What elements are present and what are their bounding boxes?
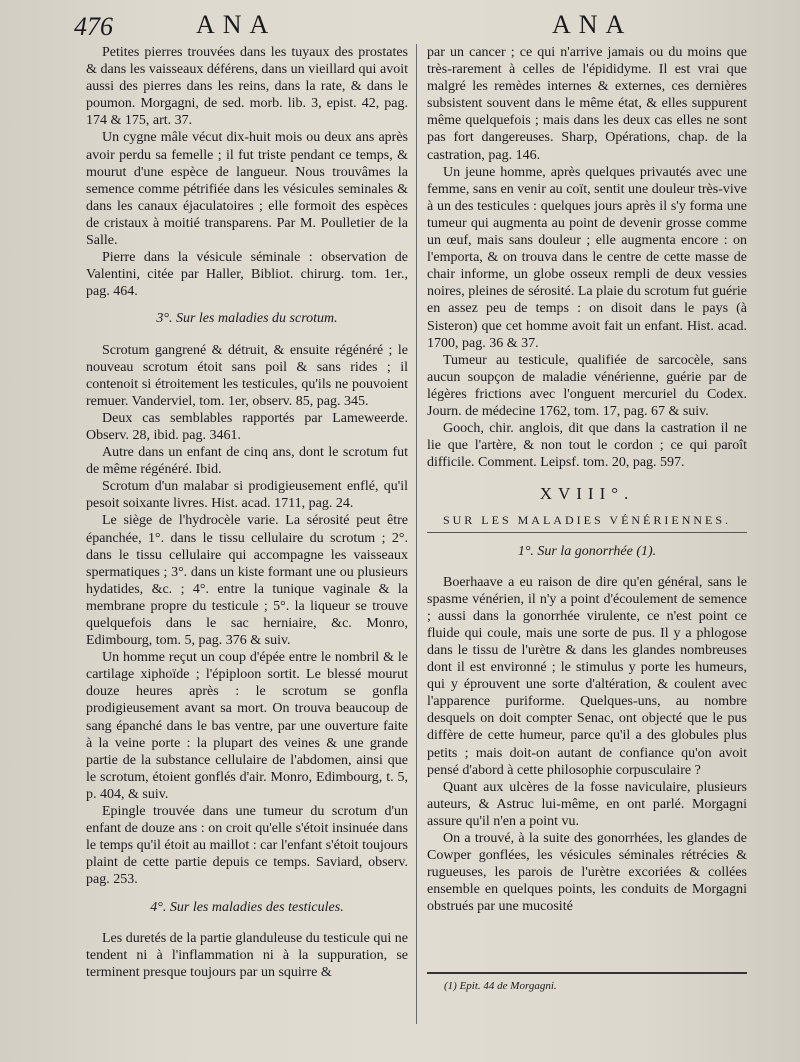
paragraph: Scrotum d'un malabar si prodigieusement enflé, qu'il pesoit soixante livres. Hist. acad. 1711, pag. 24. — [86, 479, 408, 512]
paragraph: Autre dans un enfant de cinq ans, dont le scrotum fut de même régénéré. Ibid. — [86, 445, 408, 478]
paragraph: Le siège de l'hydrocèle varie. La sérosité peut être épanchée, 1°. dans le tissu cellulaire du scrotum ; 2°. dans le tissu cellulaire qui accompagne les vaisseaux spermatiques ; 3°. dans un kiste formant une ou plusieurs hydatides, &c. ; 4°. entre la tunique vaginale & la membrane propre du testicule ; 5°. la liqueur se trouve quelquefois dans le sac herniaire, &c. Monro, Edimbourg, tom. 5, pag. 376 & suiv. — [86, 513, 408, 649]
chapter-number: XVIII°. — [539, 484, 635, 504]
paragraph: Les duretés de la partie glanduleuse du testicule qui ne tendent ni à l'inflammation ni à la suppuration, se terminent presque toujours par un squirre & — [86, 930, 408, 980]
paragraph: Pierre dans la vésicule séminale : observation de Valentini, citée par Haller, Bibliot. chirurg. tom. 1er., pag. 464. — [86, 250, 408, 300]
footnote: (1) Epit. 44 de Morgagni. — [444, 980, 557, 992]
paragraph: On a trouvé, à la suite des gonorrhées, les glandes de Cowper gonflées, les vésicules séminales rétrécies & rugueuses, les parois de l'urètre excoriées & collées ensemble en quelques points, les conduits de Morgagni obstrués par une mucosité — [427, 831, 747, 915]
footnote-rule — [427, 972, 747, 974]
paragraph: Quant aux ulcères de la fosse naviculaire, plusieurs auteurs, & Astruc lui-même, en ont parlé. Morgagni assure qu'il n'en a point vu. — [427, 779, 747, 829]
section-heading: 4°. Sur les maladies des testicules. — [150, 899, 344, 915]
paragraph: Petites pierres trouvées dans les tuyaux des prostates & dans les vaisseaux déférens, dans un vieillard qui avoit aussi des pierres dans les reins, dans la rate, & dans le poumon. Morgagni, de sed. morb. lib. 3, epist. 42, pag. 174 & 175, art. 37. — [86, 45, 408, 129]
paragraph: Tumeur au testicule, qualifiée de sarcocèle, sans aucun soupçon de maladie vénérienne, guérie par de légères frictions avec l'onguent mercuriel du Codex. Journ. de médecine 1762, tom. 17, pag. 67 & suiv. — [427, 352, 747, 419]
paragraph: Epingle trouvée dans une tumeur du scrotum d'un enfant de douze ans : on croit qu'elle s'étoit insinuée dans le temps qu'il étoit au maillot : car l'enfant s'étoit toujours plaint de cette partie depuis ce temps. Saviard, observ. pag. 253. — [86, 804, 408, 888]
chapter-title: SUR LES MALADIES VÉNÉRIENNES. — [427, 512, 747, 532]
paragraph: Deux cas semblables rapportés par Lameweerde. Observ. 28, ibid. pag. 3461. — [86, 410, 408, 443]
left-column — [86, 44, 408, 981]
running-head-left: ANA — [196, 10, 277, 39]
paragraph: par un cancer ; ce qui n'arrive jamais ou du moins que très-rarement à celles de l'épididyme. Il est vrai que malgré les remèdes internes & externes, ces dernières subsistent souvent dans le même état, & elles suppurent même quelquefois ; mais dans les deux cas elles ne sont pas fort dangereuses. Sharp, Opérations, chap. de la castration, pag. 146. — [427, 45, 747, 163]
paragraph: Un cygne mâle vécut dix-huit mois ou deux ans après avoir perdu sa femelle ; il fut triste pendant ce temps, & mourut d'une espèce de langueur. Nous trouvâmes la semence comme pétrifiée dans les vésicules seminales & dans les canaux éjaculatoires ; elle formoit des espèces de cristaux à moitié transparens. Par M. Poulletier de la Salle. — [86, 130, 408, 249]
paragraph: Un jeune homme, après quelques privautés avec une femme, sans en venir au coït, sentit une douleur très-vive à un des testicules : quelques jours après il s'y forma une tumeur qui augmenta au point de devenir grosse comme un œuf, mais sans douleur ; elle augmenta encore : on l'emporta, & on trouva dans le centre de cette masse de chair informe, un globe osseux rempli de deux vessies noires, pleines de sérosité. La plaie du scrotum fut guérie en assez peu de temps : on disoit dans le pays (à Sisteron) que cet homme avoit fait un enfant. Hist. acad. 1700, pag. 36 & 37. — [427, 164, 747, 351]
page-number: 476 — [74, 12, 113, 41]
section-heading: 1°. Sur la gonorrhée (1). — [517, 543, 657, 559]
paragraph: Un homme reçut un coup d'épée entre le nombril & le cartilage xiphoïde ; l'épiploon sortit. Le blessé mourut douze heures après : le scrotum se gonfla prodigieusement avant sa mort. On trouva beaucoup de sang épanché dans le bas ventre, par une ouverture faite à la veine porte : la plupart des veines & une grande partie de la substance cellulaire de l'abdomen, ainsi que le scrotum, étoient gonflés d'air. Monro, Edimbourg, t. 5, p. 404, & suiv. — [86, 650, 408, 802]
paragraph: Boerhaave a eu raison de dire qu'en général, sans le spasme vénérien, il n'y a point d'écoulement de semence ; aussi dans la gonorrhée virulente, ce n'est point ce fluide qui coule, mais une sorte de pus. Il y a phlogose dans le tissu de l'urètre & dans les glandes nombreuses dont il est environné ; le stimulus y porte les humeurs, qui y éprouvent une sorte d'altération, & coulent avec l'apparence puriforme. Quelques-uns, au nombre desquels on doit compter Senac, ont objecté que le pus diffère de cette humeur, parce qu'il a des globules plus petits ; mais doit-on autant de confiance qu'on avoit pensé d'abord à cette philosophie corpusculaire ? — [427, 574, 747, 778]
paragraph: Scrotum gangrené & détruit, & ensuite régénéré ; le nouveau scrotum étoit sans poil & sans rides ; il contenoit si étroitement les testicules, qu'ils ne pouvoient remuer. Vanderviel, tom. 1er, observ. 85, pag. 345. — [86, 342, 408, 409]
section-heading: 3°. Sur les maladies du scrotum. — [156, 311, 338, 327]
column-divider — [416, 44, 417, 1024]
paragraph: Gooch, chir. anglois, dit que dans la castration il ne lie que l'artère, & non tout le cordon ; ce qui paroît difficile. Comment. Leipsf. tom. 20, pag. 597. — [427, 421, 747, 471]
right-column — [427, 44, 747, 916]
running-head-right: ANA — [552, 10, 633, 39]
